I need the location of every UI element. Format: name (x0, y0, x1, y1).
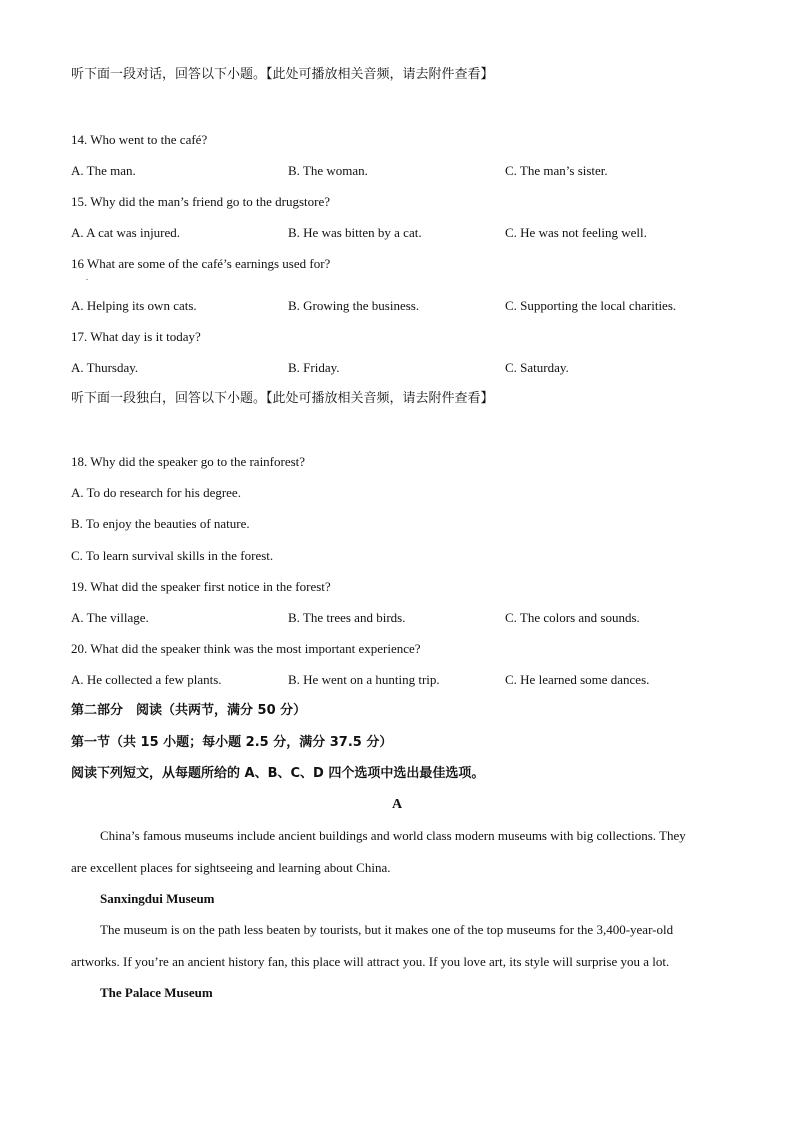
q19-option-b: B. The trees and birds. (288, 610, 406, 625)
q15-option-c: C. He was not feeling well. (505, 225, 647, 240)
section-one-title: 第一节（共 15 小题；每小题 2.5 分，满分 37.5 分） (71, 735, 393, 750)
q20-option-b: B. He went on a hunting trip. (288, 672, 440, 687)
q16-option-c: C. Supporting the local charities. (505, 298, 677, 313)
intro-line-2: are excellent places for sightseeing and learning about China. (71, 860, 391, 875)
question-18: 18. Why did the speaker go to the rainforest? (71, 454, 306, 469)
q15-option-a: A. A cat was injured. (71, 225, 181, 240)
body1-line-2: artworks. If you’re an ancient history fan, this place will attract you. If you love art, its style will surprise you a lot. (71, 954, 670, 969)
q17-option-a: A. Thursday. (71, 360, 139, 375)
question-17: 17. What day is it today? (71, 329, 201, 344)
heading-palace-museum: The Palace Museum (100, 985, 213, 1000)
part-two-title: 第二部分 阅读（共两节，满分 50 分） (71, 703, 307, 718)
q17-option-c: C. Saturday. (505, 360, 569, 375)
q14-option-c: C. The man’s sister. (505, 163, 608, 178)
passage-letter: A (391, 797, 403, 812)
q18-option-a: A. To do research for his degree. (71, 485, 241, 500)
q18-option-b: B. To enjoy the beauties of nature. (71, 516, 250, 531)
q19-option-c: C. The colors and sounds. (505, 610, 640, 625)
q17-option-b: B. Friday. (288, 360, 340, 375)
q15-option-b: B. He was bitten by a cat. (288, 225, 422, 240)
q14-option-b: B. The woman. (288, 163, 368, 178)
question-15: 15. Why did the man’s friend go to the drugstore? (71, 194, 330, 209)
heading-sanxingdui: Sanxingdui Museum (100, 891, 215, 906)
q18-option-c: C. To learn survival skills in the forest. (71, 548, 274, 563)
monologue-instruction: 听下面一段独白，回答以下小题。【此处可播放相关音频，请去附件查看】 (71, 391, 494, 406)
reading-instruction: 阅读下列短文，从每题所给的 A、B、C、D 四个选项中选出最佳选项。 (71, 766, 485, 781)
q16-option-b: B. Growing the business. (288, 298, 420, 313)
q19-option-a: A. The village. (71, 610, 149, 625)
dialogue-instruction: 听下面一段对话，回答以下小题。【此处可播放相关音频，请去附件查看】 (71, 67, 494, 82)
stray-dot: . (86, 273, 88, 282)
question-14: 14. Who went to the café? (71, 132, 208, 147)
question-19: 19. What did the speaker first notice in the forest? (71, 579, 331, 594)
question-20: 20. What did the speaker think was the most important experience? (71, 641, 421, 656)
q20-option-a: A. He collected a few plants. (71, 672, 222, 687)
q14-option-a: A. The man. (71, 163, 136, 178)
question-16: 16 What are some of the café’s earnings used for? (71, 256, 331, 271)
q20-option-c: C. He learned some dances. (505, 672, 650, 687)
q16-option-a: A. Helping its own cats. (71, 298, 197, 313)
intro-line-1: China’s famous museums include ancient buildings and world class modern museums with big collections. They (100, 828, 686, 843)
body1-line-1: The museum is on the path less beaten by tourists, but it makes one of the top museums for the 3,400-year-old (100, 922, 674, 937)
